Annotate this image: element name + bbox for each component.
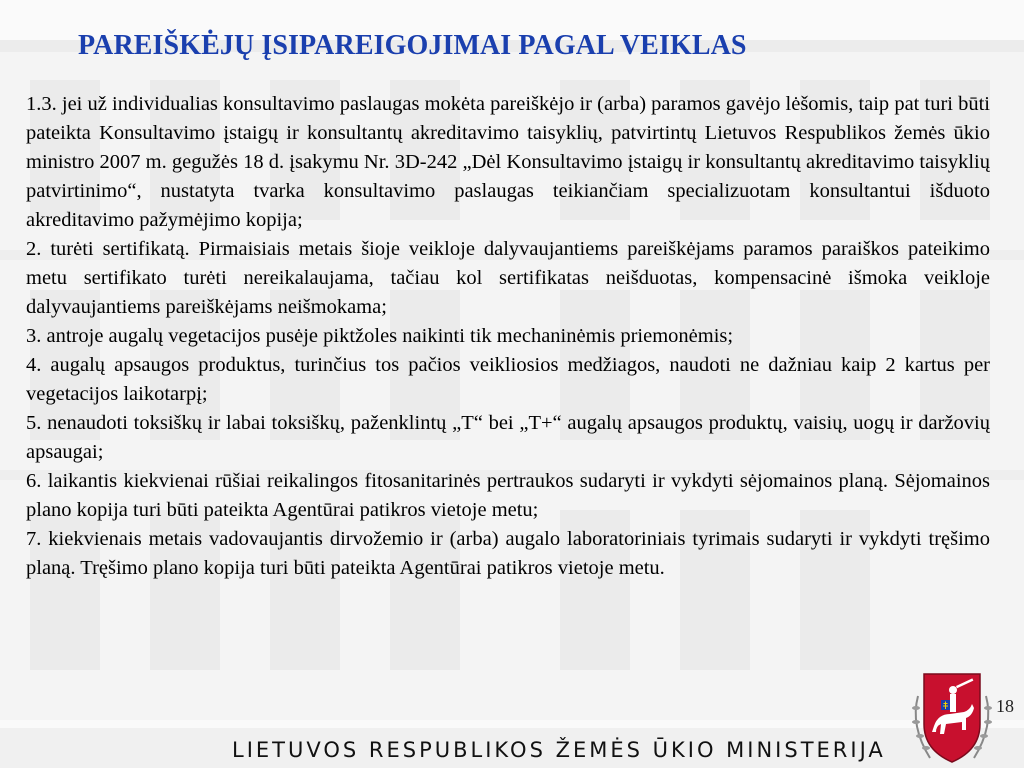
paragraph-2: 2. turėti sertifikatą. Pirmaisiais metais šioje veikloje dalyvaujantiems pareiškėjams paramos paraiškos pateikimo metu sertifikato turėti nereikalaujama, tačiau kol sertifikatas neišduotas, kompensacinė išmoka veikloje dalyvaujantiems pareiškėjams neišmokama; xyxy=(26,238,990,318)
page-number: 18 xyxy=(996,696,1014,716)
paragraph-7: 7. kiekvienais metais vadovaujantis dirvožemio ir (arba) augalo laboratoriniais tyrimais sudaryti ir vykdyti tręšimo planą. Tręšimo plano kopija turi būti pateikta Agentūrai patikros vietoje metu. xyxy=(26,528,990,579)
paragraph-5: 5. nenaudoti toksiškų ir labai toksiškų, paženklintų „T“ bei „T+“ augalų apsaugos produktų, vaisių, uogų ir daržovių apsaugai; xyxy=(26,412,990,463)
footer-ministry-name: LIETUVOS RESPUBLIKOS ŽEMĖS ŪKIO MINISTERIJA xyxy=(232,738,886,762)
slide-body xyxy=(26,90,990,583)
paragraph-6: 6. laikantis kiekvienai rūšiai reikalingos fitosanitarinės pertraukos sudaryti ir vykdyti sėjomainos planą. Sėjomainos plano kopija turi būti pateikta Agentūrai patikros vietoje metu; xyxy=(26,470,990,521)
coat-of-arms-icon xyxy=(908,666,996,766)
paragraph-3: 3. antroje augalų vegetacijos pusėje piktžoles naikinti tik mechaninėmis priemonėmis; xyxy=(26,325,734,347)
slide-title: PAREIŠKĖJŲ ĮSIPAREIGOJIMAI PAGAL VEIKLAS xyxy=(78,30,747,61)
paragraph-4: 4. augalų apsaugos produktus, turinčius tos pačios veikliosios medžiagos, naudoti ne dažniau kaip 2 kartus per vegetacijos laikotarpį; xyxy=(26,354,990,405)
paragraph-1-3: 1.3. jei už individualias konsultavimo paslaugas mokėta pareiškėjo ir (arba) paramos gavėjo lėšomis, taip pat turi būti pateikta Konsultavimo įstaigų ir konsultantų akreditavimo taisyklių, patvirtintų Lietuvos Respublikos žemės ūkio ministro 2007 m. gegužės 18 d. įsakymu Nr. 3D-242 „Dėl Konsultavimo įstaigų ir konsultantų akreditavimo taisyklių patvirtinimo“, nustatyta tvarka konsultavimo paslaugas teikiančiam specializuotam konsultantui išduoto akreditavimo pažymėjimo kopija; xyxy=(26,93,990,231)
